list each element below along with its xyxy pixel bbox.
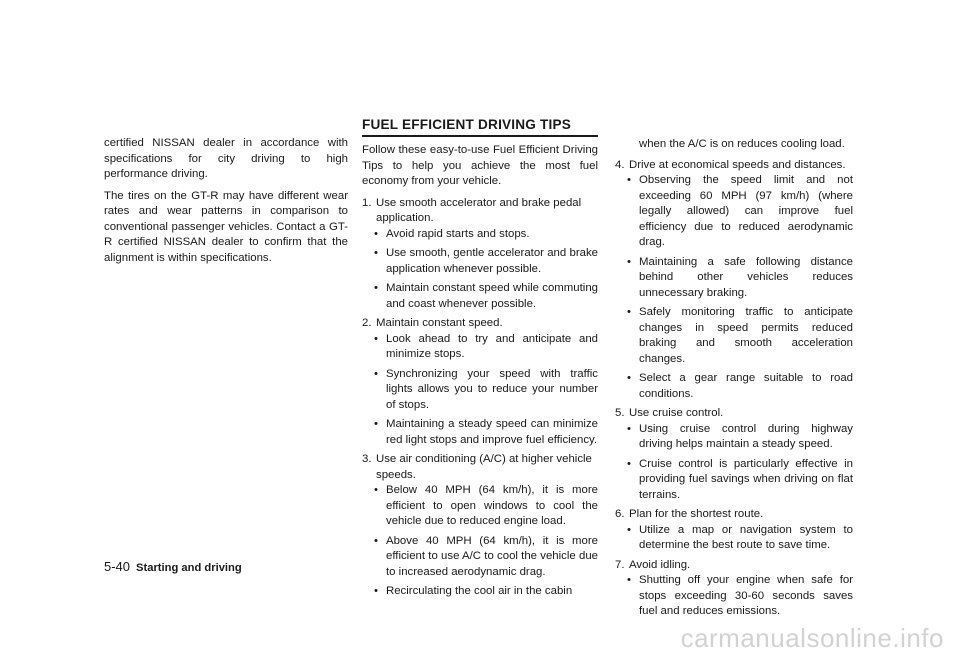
- numbered-step: [362, 452, 598, 600]
- bullet-list: [615, 523, 853, 554]
- bullet-list: [615, 422, 853, 504]
- step-number: 2.: [362, 317, 372, 329]
- step-number: 1.: [362, 196, 372, 209]
- bullet-item: • Use smooth, gentle accelerator and brake application whenever possible.: [362, 246, 598, 277]
- step-number: 5.: [615, 407, 625, 419]
- bullet-item: • Maintaining a steady speed can minimize red light stops and improve fuel efficiency.: [362, 417, 598, 448]
- intro-paragraph: Follow these easy-to-use Fuel Efficient Driving Tips to help you achieve the most fuel economy from your vehicle.: [362, 144, 598, 187]
- bullet-item: • Using cruise control during highway driving helps maintain a steady speed.: [615, 422, 853, 453]
- step-text: Use smooth accelerator and brake pedal application.: [376, 196, 582, 224]
- numbered-step: [615, 558, 853, 620]
- bullet-item: • Synchronizing your speed with traffic lights allows you to reduce your number of stops.: [362, 367, 598, 414]
- section-name: Starting and driving: [136, 562, 242, 574]
- bullet-item: • Recirculating the cool air in the cabin: [362, 584, 598, 600]
- bullet-item: • Safely monitoring traffic to anticipate changes in speed permits reduced braking and smooth acceleration changes.: [615, 305, 853, 367]
- paragraph: The tires on the GT-R may have different wear rates and wear patterns in comparison to conventional passenger vehicles. Contact a GT-R certified NISSAN dealer to confirm that the alignment is within specifications.: [104, 189, 348, 264]
- section-heading: FUEL EFFICIENT DRIVING TIPS: [362, 117, 598, 137]
- column-middle: [362, 137, 598, 604]
- bullet-list: [615, 173, 853, 402]
- bullet-list: [362, 227, 598, 313]
- step-text: Maintain constant speed.: [376, 317, 503, 329]
- step-3-continuation: when the A/C is on reduces cooling load.: [639, 138, 845, 150]
- step-text: Plan for the shortest route.: [629, 508, 764, 520]
- step-text: Use cruise control.: [629, 407, 724, 419]
- bullet-list: [362, 332, 598, 449]
- steps-list: [362, 196, 598, 600]
- bullet-item: • Above 40 MPH (64 km/h), it is more efficient to use A/C to cool the vehicle due to increased aerodynamic drag.: [362, 534, 598, 581]
- bullet-list: [362, 483, 598, 600]
- bullet-item: • Utilize a map or navigation system to determine the best route to save time.: [615, 523, 853, 554]
- paragraph: certified NISSAN dealer in accordance with specifications for city driving to high performance driving.: [104, 137, 348, 180]
- step-number: 3.: [362, 453, 372, 465]
- bullet-item: • Below 40 MPH (64 km/h), it is more efficient to open windows to cool the vehicle due to reduced engine load.: [362, 483, 598, 530]
- bullet-item: • Maintain constant speed while commuting and coast whenever possible.: [362, 281, 598, 312]
- bullet-item: • Maintaining a safe following distance behind other vehicles reduces unnecessary braking.: [615, 255, 853, 302]
- column-right: [615, 137, 853, 624]
- steps-list: [615, 158, 853, 620]
- numbered-step: [362, 196, 598, 313]
- bullet-item: • Select a gear range suitable to road conditions.: [615, 371, 853, 402]
- step-number: 7.: [615, 558, 625, 571]
- bullet-list: [615, 573, 853, 620]
- page-number: 5-40: [104, 559, 131, 574]
- numbered-step: [615, 507, 853, 554]
- step-number: 4.: [615, 158, 625, 171]
- bullet-item: • Cruise control is particularly effective in providing fuel savings when driving on flat terrains.: [615, 457, 853, 504]
- numbered-step: [615, 406, 853, 503]
- step-text: Avoid idling.: [629, 558, 691, 571]
- bullet-item: • Shutting off your engine when safe for stops exceeding 30-60 seconds saves fuel and reduces emissions.: [615, 573, 853, 620]
- numbered-step: [362, 316, 598, 448]
- bullet-item: • Look ahead to try and anticipate and minimize stops.: [362, 332, 598, 363]
- step-text: Use air conditioning (A/C) at higher vehicle speeds.: [376, 453, 592, 481]
- bullet-item: • Observing the speed limit and not exceeding 60 MPH (97 km/h) (where legally allowed) can improve fuel efficiency due to reduced aerodynamic drag.: [615, 173, 853, 251]
- bullet-item: • Avoid rapid starts and stops.: [362, 227, 598, 243]
- column-left: [104, 136, 348, 272]
- numbered-step: [615, 158, 853, 403]
- watermark-logo: carmanualsonline.info: [680, 623, 944, 653]
- step-number: 6.: [615, 508, 625, 520]
- page-footer: [104, 559, 242, 574]
- step-text: Drive at economical speeds and distances.: [629, 158, 846, 171]
